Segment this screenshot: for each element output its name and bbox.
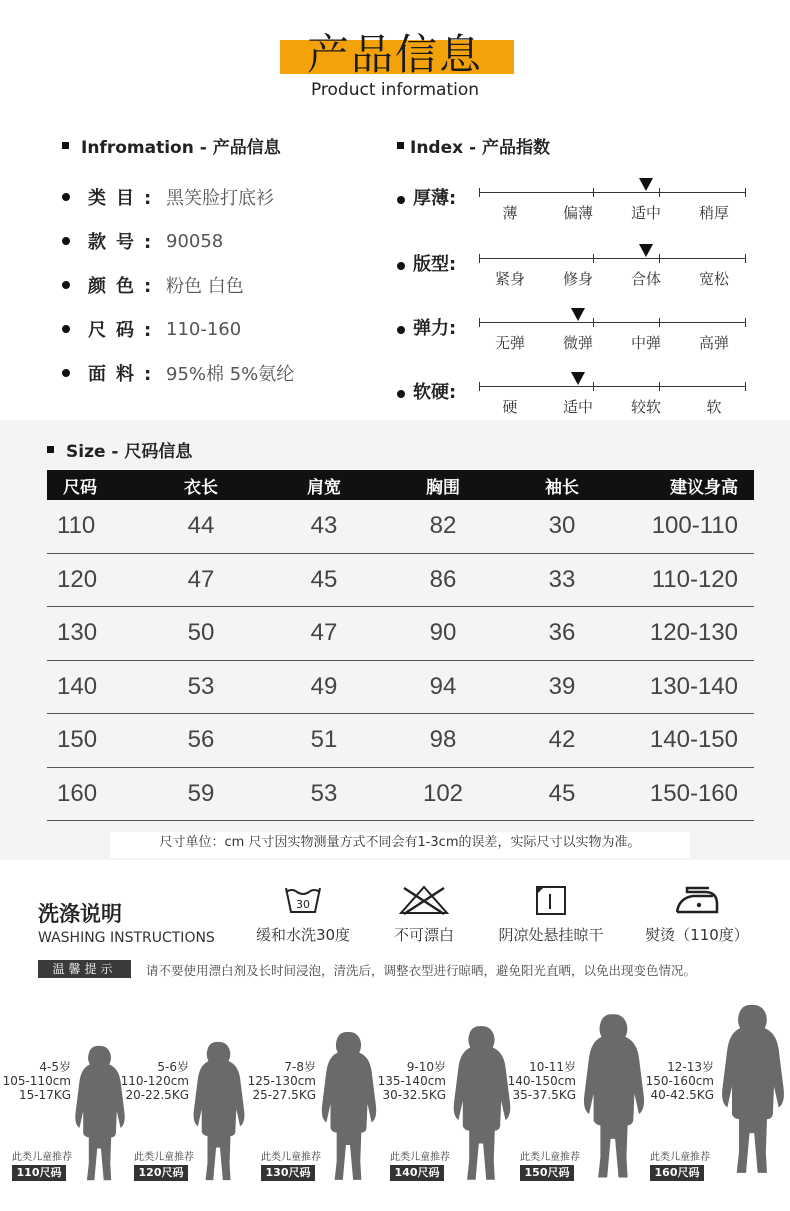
table-cell: 98	[429, 726, 457, 754]
kid-weight: 40-42.5KG	[650, 1088, 714, 1102]
table-cell: 47	[310, 619, 338, 647]
index-scale-tick	[745, 188, 746, 197]
table-cell: 33	[548, 565, 576, 593]
index-marker-icon	[639, 178, 653, 191]
kid-height: 110-120cm	[120, 1074, 189, 1088]
column-header: 肩宽	[307, 477, 341, 498]
info-row	[62, 184, 274, 210]
table-cell: 120-130	[649, 619, 738, 647]
size-heading-text: Size - 尺码信息	[66, 442, 193, 462]
index-scale-option: 紧身	[494, 270, 526, 288]
index-scale-option: 适中	[630, 204, 662, 222]
table-row	[47, 607, 754, 661]
child-silhouette-icon	[718, 996, 788, 1184]
kid-height: 140-150cm	[507, 1074, 576, 1088]
table-cell: 36	[548, 619, 576, 647]
index-scale-line	[479, 192, 745, 193]
table-cell: 102	[422, 779, 464, 807]
index-scale-tick	[745, 318, 746, 327]
table-cell: 90	[429, 619, 457, 647]
bullet-icon	[397, 262, 405, 270]
table-cell: 86	[429, 565, 457, 593]
wash-instruction	[238, 884, 368, 945]
index-scale-option: 宽松	[698, 270, 730, 288]
index-scale-option: 软	[706, 398, 722, 416]
table-cell: 44	[187, 512, 215, 540]
child-silhouette-icon	[580, 1010, 648, 1184]
kid-weight: 35-37.5KG	[512, 1088, 576, 1102]
table-cell: 150-160	[649, 779, 738, 807]
index-heading-text: Index - 产品指数	[410, 138, 550, 158]
page-subtitle: Product information	[310, 80, 480, 100]
kid-weight: 20-22.5KG	[125, 1088, 189, 1102]
table-cell: 53	[187, 672, 215, 700]
table-cell: 47	[187, 565, 215, 593]
info-row	[62, 316, 241, 342]
size-note: 尺寸单位：cm 尺寸因实物测量方式不同会有1-3cm的误差，实际尺寸以实物为准。	[110, 832, 690, 858]
bullet-icon	[397, 326, 405, 334]
kid-info	[378, 1060, 446, 1102]
washing-title: 洗涤说明	[38, 902, 122, 926]
kid-info	[248, 1060, 316, 1102]
size-table	[47, 470, 754, 821]
iron-icon	[673, 884, 721, 916]
table-row	[47, 714, 754, 768]
kid-size-tag: 120尺码	[134, 1165, 188, 1181]
info-row	[62, 360, 294, 386]
table-cell: 49	[310, 672, 338, 700]
table-cell: 94	[429, 672, 457, 700]
column-header: 建议身高	[670, 477, 738, 498]
table-row	[47, 500, 754, 554]
info-label: 颜色:	[88, 276, 162, 297]
info-label: 面料:	[88, 364, 162, 385]
table-cell: 110-120	[651, 565, 738, 593]
index-scale-line	[479, 386, 745, 387]
index-scale-tick	[745, 382, 746, 391]
index-scale-option: 微弹	[562, 334, 594, 352]
kid-info	[508, 1060, 576, 1102]
kid-age: 7-8岁	[284, 1060, 316, 1074]
no-bleach-icon	[398, 884, 450, 916]
kid-recommend: 此类儿童推荐	[261, 1152, 321, 1163]
bullet-icon	[62, 281, 70, 289]
header	[0, 0, 790, 110]
kid-height: 135-140cm	[377, 1074, 446, 1088]
kid-age: 5-6岁	[157, 1060, 189, 1074]
child-silhouette-icon	[318, 1030, 380, 1184]
index-scale-tick	[479, 188, 480, 197]
index-scale-tick	[479, 254, 480, 263]
index-scale-tick	[593, 188, 594, 197]
kid-size-tag: 140尺码	[390, 1165, 444, 1181]
table-cell: 130	[57, 619, 98, 647]
bullet-icon	[62, 325, 70, 333]
index-scale-label: 软硬:	[413, 382, 457, 403]
index-scale-label: 弹力:	[413, 318, 457, 339]
wash-instruction	[632, 884, 762, 945]
wash-instruction	[359, 884, 489, 945]
info-label: 款号:	[88, 232, 162, 253]
index-scale	[397, 250, 757, 300]
kid-recommend: 此类儿童推荐	[520, 1152, 580, 1163]
table-cell: 45	[548, 779, 576, 807]
index-scale-option: 中弹	[630, 334, 662, 352]
table-cell: 30	[548, 512, 576, 540]
info-row	[62, 272, 244, 298]
kid-age: 9-10岁	[406, 1060, 446, 1074]
index-marker-icon	[639, 244, 653, 257]
table-cell: 50	[187, 619, 215, 647]
table-cell: 110	[57, 512, 96, 540]
kid-size-tag: 150尺码	[520, 1165, 574, 1181]
kid-recommend: 此类儿童推荐	[12, 1152, 72, 1163]
child-silhouette-icon	[450, 1024, 514, 1184]
kid-size-tag: 110尺码	[12, 1165, 66, 1181]
info-value: 90058	[166, 230, 224, 252]
svg-text:30: 30	[296, 898, 310, 911]
index-scale-tick	[659, 318, 660, 327]
square-bullet-icon	[397, 142, 404, 149]
index-scale	[397, 314, 757, 364]
index-scale-line	[479, 322, 745, 323]
bullet-icon	[62, 369, 70, 377]
kid-info	[3, 1060, 71, 1102]
column-header: 尺码	[63, 477, 97, 498]
table-cell: 59	[187, 779, 215, 807]
table-row	[47, 554, 754, 608]
washing-subtitle: WASHING INSTRUCTIONS	[38, 930, 215, 946]
bullet-icon	[62, 237, 70, 245]
kid-recommend: 此类儿童推荐	[390, 1152, 450, 1163]
tip-label: 温馨提示	[38, 960, 131, 978]
kid-age: 12-13岁	[667, 1060, 714, 1074]
size-table-header	[47, 470, 754, 500]
kid-height: 105-110cm	[2, 1074, 71, 1088]
table-cell: 42	[548, 726, 576, 754]
table-cell: 120	[57, 565, 98, 593]
table-cell: 43	[310, 512, 338, 540]
index-marker-icon	[571, 308, 585, 321]
wash-30-icon	[283, 884, 323, 916]
info-value: 粉色 白色	[166, 276, 244, 297]
kid-recommend: 此类儿童推荐	[650, 1152, 710, 1163]
square-bullet-icon	[62, 142, 69, 149]
index-scale-option: 合体	[630, 270, 662, 288]
kid-age: 10-11岁	[529, 1060, 576, 1074]
index-marker-icon	[571, 372, 585, 385]
index-scale	[397, 184, 757, 234]
table-cell: 130-140	[649, 672, 738, 700]
index-scale-option: 较软	[630, 398, 662, 416]
info-heading-text: Infromation - 产品信息	[81, 138, 281, 158]
wash-label: 熨烫（110度）	[645, 926, 749, 944]
table-cell: 160	[57, 779, 98, 807]
table-cell: 45	[310, 565, 338, 593]
index-scale-tick	[745, 254, 746, 263]
info-label: 类目:	[88, 188, 162, 209]
table-cell: 39	[548, 672, 576, 700]
index-scale-option: 偏薄	[562, 204, 594, 222]
kid-height: 150-160cm	[645, 1074, 714, 1088]
kid-recommend: 此类儿童推荐	[134, 1152, 194, 1163]
index-scale-option: 薄	[502, 204, 518, 222]
info-value: 110-160	[166, 318, 242, 340]
table-cell: 56	[187, 726, 215, 754]
kid-weight: 25-27.5KG	[252, 1088, 316, 1102]
table-cell: 150	[57, 726, 98, 754]
index-scale-tick	[659, 254, 660, 263]
column-header: 胸围	[426, 477, 460, 498]
kid-info	[121, 1060, 189, 1102]
square-bullet-icon	[47, 446, 54, 453]
kid-info	[646, 1060, 714, 1102]
table-cell: 53	[310, 779, 338, 807]
table-cell: 140	[57, 672, 98, 700]
index-scale-label: 版型:	[413, 254, 457, 275]
column-header: 袖长	[545, 477, 579, 498]
index-scale-option: 无弹	[494, 334, 526, 352]
table-cell: 51	[310, 726, 338, 754]
index-scale-tick	[593, 318, 594, 327]
index-scale-option: 稍厚	[698, 204, 730, 222]
table-cell: 82	[429, 512, 457, 540]
kid-age: 4-5岁	[39, 1060, 71, 1074]
index-scale-option: 硬	[502, 398, 518, 416]
kid-weight: 30-32.5KG	[382, 1088, 446, 1102]
kid-size-tag: 160尺码	[650, 1165, 704, 1181]
info-value: 黑笑脸打底衫	[166, 188, 274, 209]
kid-size-tag: 130尺码	[261, 1165, 315, 1181]
info-heading	[62, 133, 281, 158]
index-scale-tick	[659, 188, 660, 197]
wash-label: 缓和水洗30度	[255, 926, 351, 944]
index-scale-label: 厚薄:	[413, 188, 457, 209]
index-heading	[397, 133, 550, 158]
bullet-icon	[397, 390, 405, 398]
wash-label: 阴凉处悬挂晾干	[498, 926, 604, 944]
table-cell: 100-110	[651, 512, 738, 540]
kid-weight: 15-17KG	[18, 1088, 71, 1102]
size-heading	[47, 437, 192, 462]
index-scale-tick	[593, 382, 594, 391]
hang-dry-shade-icon	[535, 884, 567, 916]
kid-height: 125-130cm	[247, 1074, 316, 1088]
page-title: 产品信息	[306, 30, 483, 79]
info-value: 95%棉 5%氨纶	[166, 364, 295, 385]
info-row	[62, 228, 223, 254]
wash-instruction	[486, 884, 616, 945]
index-scale-option: 修身	[562, 270, 594, 288]
index-scale-tick	[479, 382, 480, 391]
table-cell: 140-150	[649, 726, 738, 754]
info-label: 尺码:	[88, 320, 162, 341]
index-scale-option: 高弹	[698, 334, 730, 352]
tip-text: 请不要使用漂白剂及长时间浸泡，清洗后，调整衣型进行晾晒，避免阳光直晒，以免出现变色情况。	[146, 963, 697, 978]
index-scale-tick	[659, 382, 660, 391]
child-silhouette-icon	[190, 1040, 248, 1184]
index-scale-line	[479, 258, 745, 259]
column-header: 衣长	[184, 477, 218, 498]
table-row	[47, 768, 754, 822]
wash-label: 不可漂白	[393, 926, 454, 944]
index-scale-tick	[593, 254, 594, 263]
bullet-icon	[397, 196, 405, 204]
index-scale-tick	[479, 318, 480, 327]
bullet-icon	[62, 193, 70, 201]
table-row	[47, 661, 754, 715]
index-scale-option: 适中	[562, 398, 594, 416]
